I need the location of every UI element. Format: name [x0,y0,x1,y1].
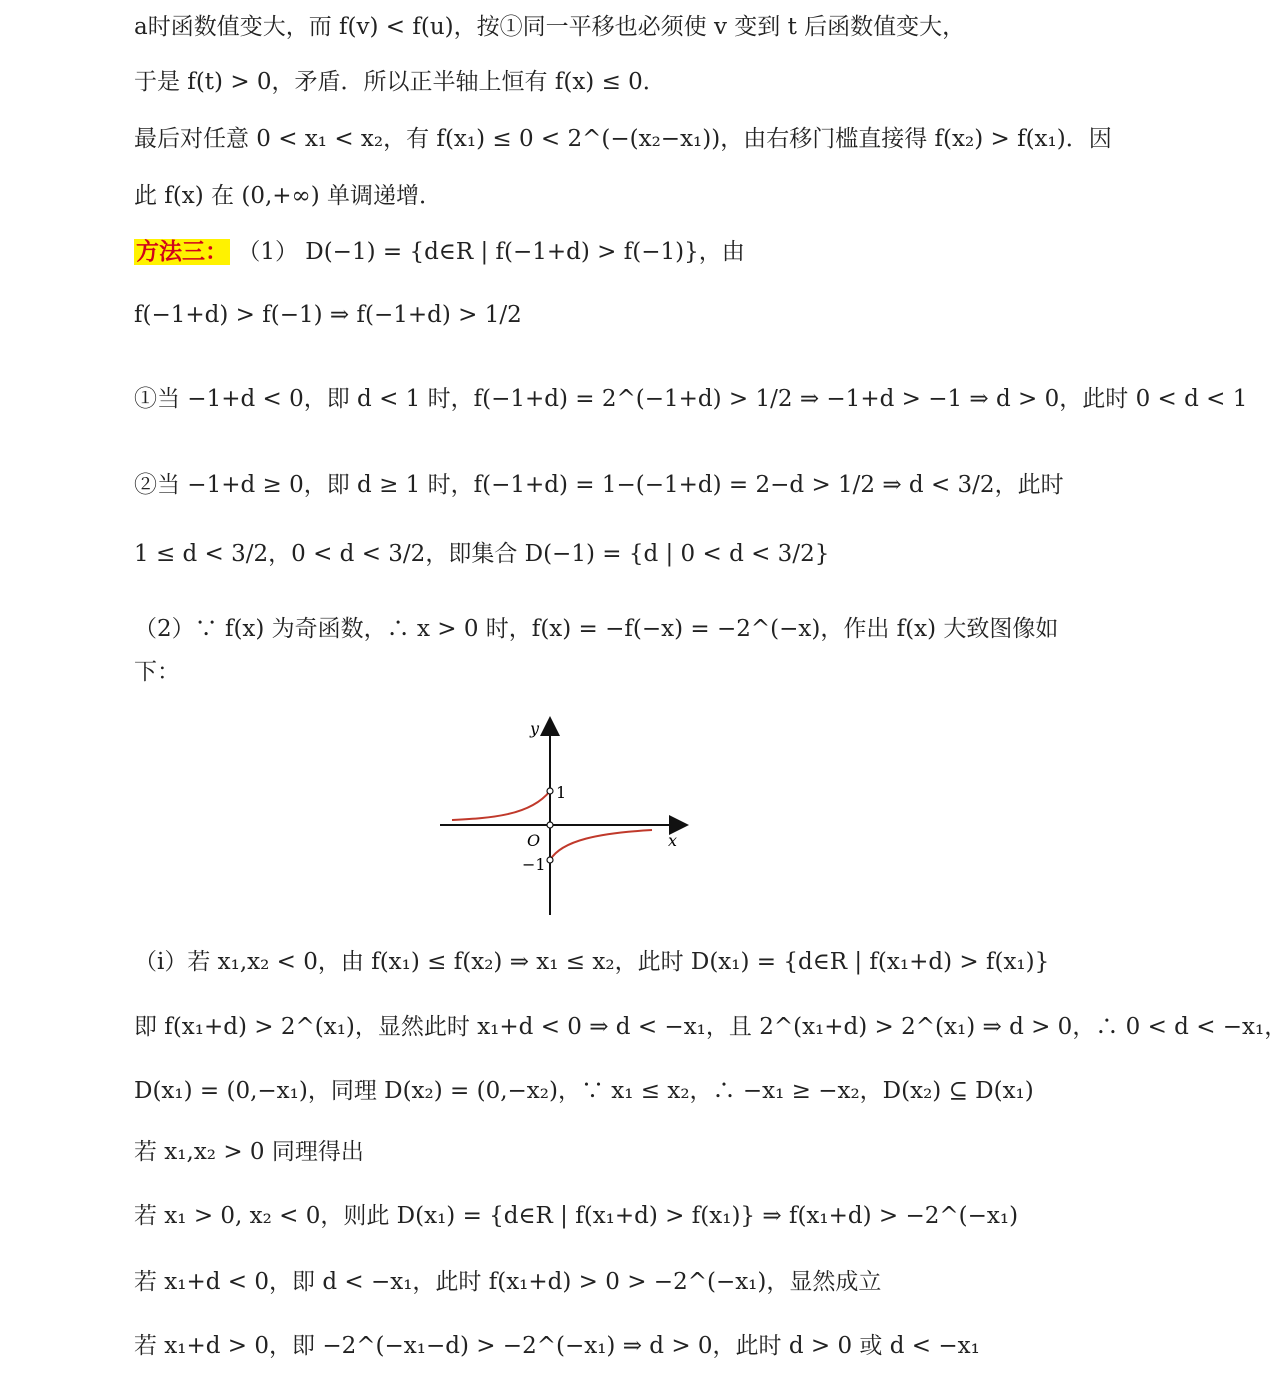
text-line: 最后对任意 0 < x₁ < x₂，有 f(x₁) ≤ 0 < 2^(−(x₂−x₁))，由右移门槛直接得 f(x₂) > f(x₁)．因 [134,126,1112,152]
open-point-origin [547,822,553,828]
open-point-top [547,788,553,794]
function-graph [430,712,700,922]
curve-right [550,830,652,860]
text-line: ②当 −1+d ≥ 0，即 d ≥ 1 时，f(−1+d) = 1−(−1+d) = 2−d > 1/2 ⇒ d < 3/2，此时 [134,472,1064,498]
method-label: 方法三： [136,239,228,265]
text-line: 此 f(x) 在 (0,+∞) 单调递增． [134,183,442,209]
text-line: 即 f(x₁+d) > 2^(x₁)，显然此时 x₁+d < 0 ⇒ d < −x₁，且 2^(x₁+d) > 2^(x₁) ⇒ d > 0，∴ 0 < d < −x₁， [134,1014,1287,1040]
tick-label-one: 1 [556,783,567,802]
text-line: （1） D(−1) = {d∈R | f(−1+d) > f(−1)}，由 [237,239,745,265]
y-axis-label: y [530,719,540,738]
text-line: 于是 f(t) > 0，矛盾．所以正半轴上恒有 f(x) ≤ 0． [134,69,666,95]
curve-left [452,791,550,820]
text-line: D(x₁) = (0,−x₁)，同理 D(x₂) = (0,−x₂)，∵ x₁ ≤ x₂，∴ −x₁ ≥ −x₂，D(x₂) ⊆ D(x₁) [134,1078,1034,1104]
text-line: 下： [134,659,180,685]
origin-label: O [527,831,541,850]
text-line: 1 ≤ d < 3/2，0 < d < 3/2，即集合 D(−1) = {d | 0 < d < 3/2} [134,541,830,567]
text-line: （2）∵ f(x) 为奇函数，∴ x > 0 时，f(x) = −f(−x) = −2^(−x)，作出 f(x) 大致图像如 [134,616,1059,642]
x-axis-label: x [668,831,678,850]
text-line: 若 x₁ > 0, x₂ < 0，则此 D(x₁) = {d∈R | f(x₁+d) > f(x₁)} ⇒ f(x₁+d) > −2^(−x₁) [134,1203,1019,1229]
text-line: ①当 −1+d < 0，即 d < 1 时，f(−1+d) = 2^(−1+d) > 1/2 ⇒ −1+d > −1 ⇒ d > 0，此时 0 < d < 1 [134,386,1248,412]
open-point-bottom [547,857,553,863]
text-line: f(−1+d) > f(−1) ⇒ f(−1+d) > 1/2 [134,302,522,328]
text-line: 若 x₁,x₂ > 0 同理得出 [134,1139,364,1165]
text-line: 若 x₁+d < 0，即 d < −x₁，此时 f(x₁+d) > 0 > −2^(−x₁)，显然成立 [134,1269,882,1295]
method-three-line [134,237,745,267]
text-line: a时函数值变大，而 f(v) < f(u)，按①同一平移也必须使 v 变到 t 后函数值变大， [134,14,966,40]
tick-label-neg-one: −1 [522,855,546,874]
text-line: （i）若 x₁,x₂ < 0，由 f(x₁) ≤ f(x₂) ⇒ x₁ ≤ x₂，此时 D(x₁) = {d∈R | f(x₁+d) > f(x₁)} [134,949,1050,975]
text-line: 若 x₁+d > 0，即 −2^(−x₁−d) > −2^(−x₁) ⇒ d > 0，此时 d > 0 或 d < −x₁ [134,1333,980,1359]
